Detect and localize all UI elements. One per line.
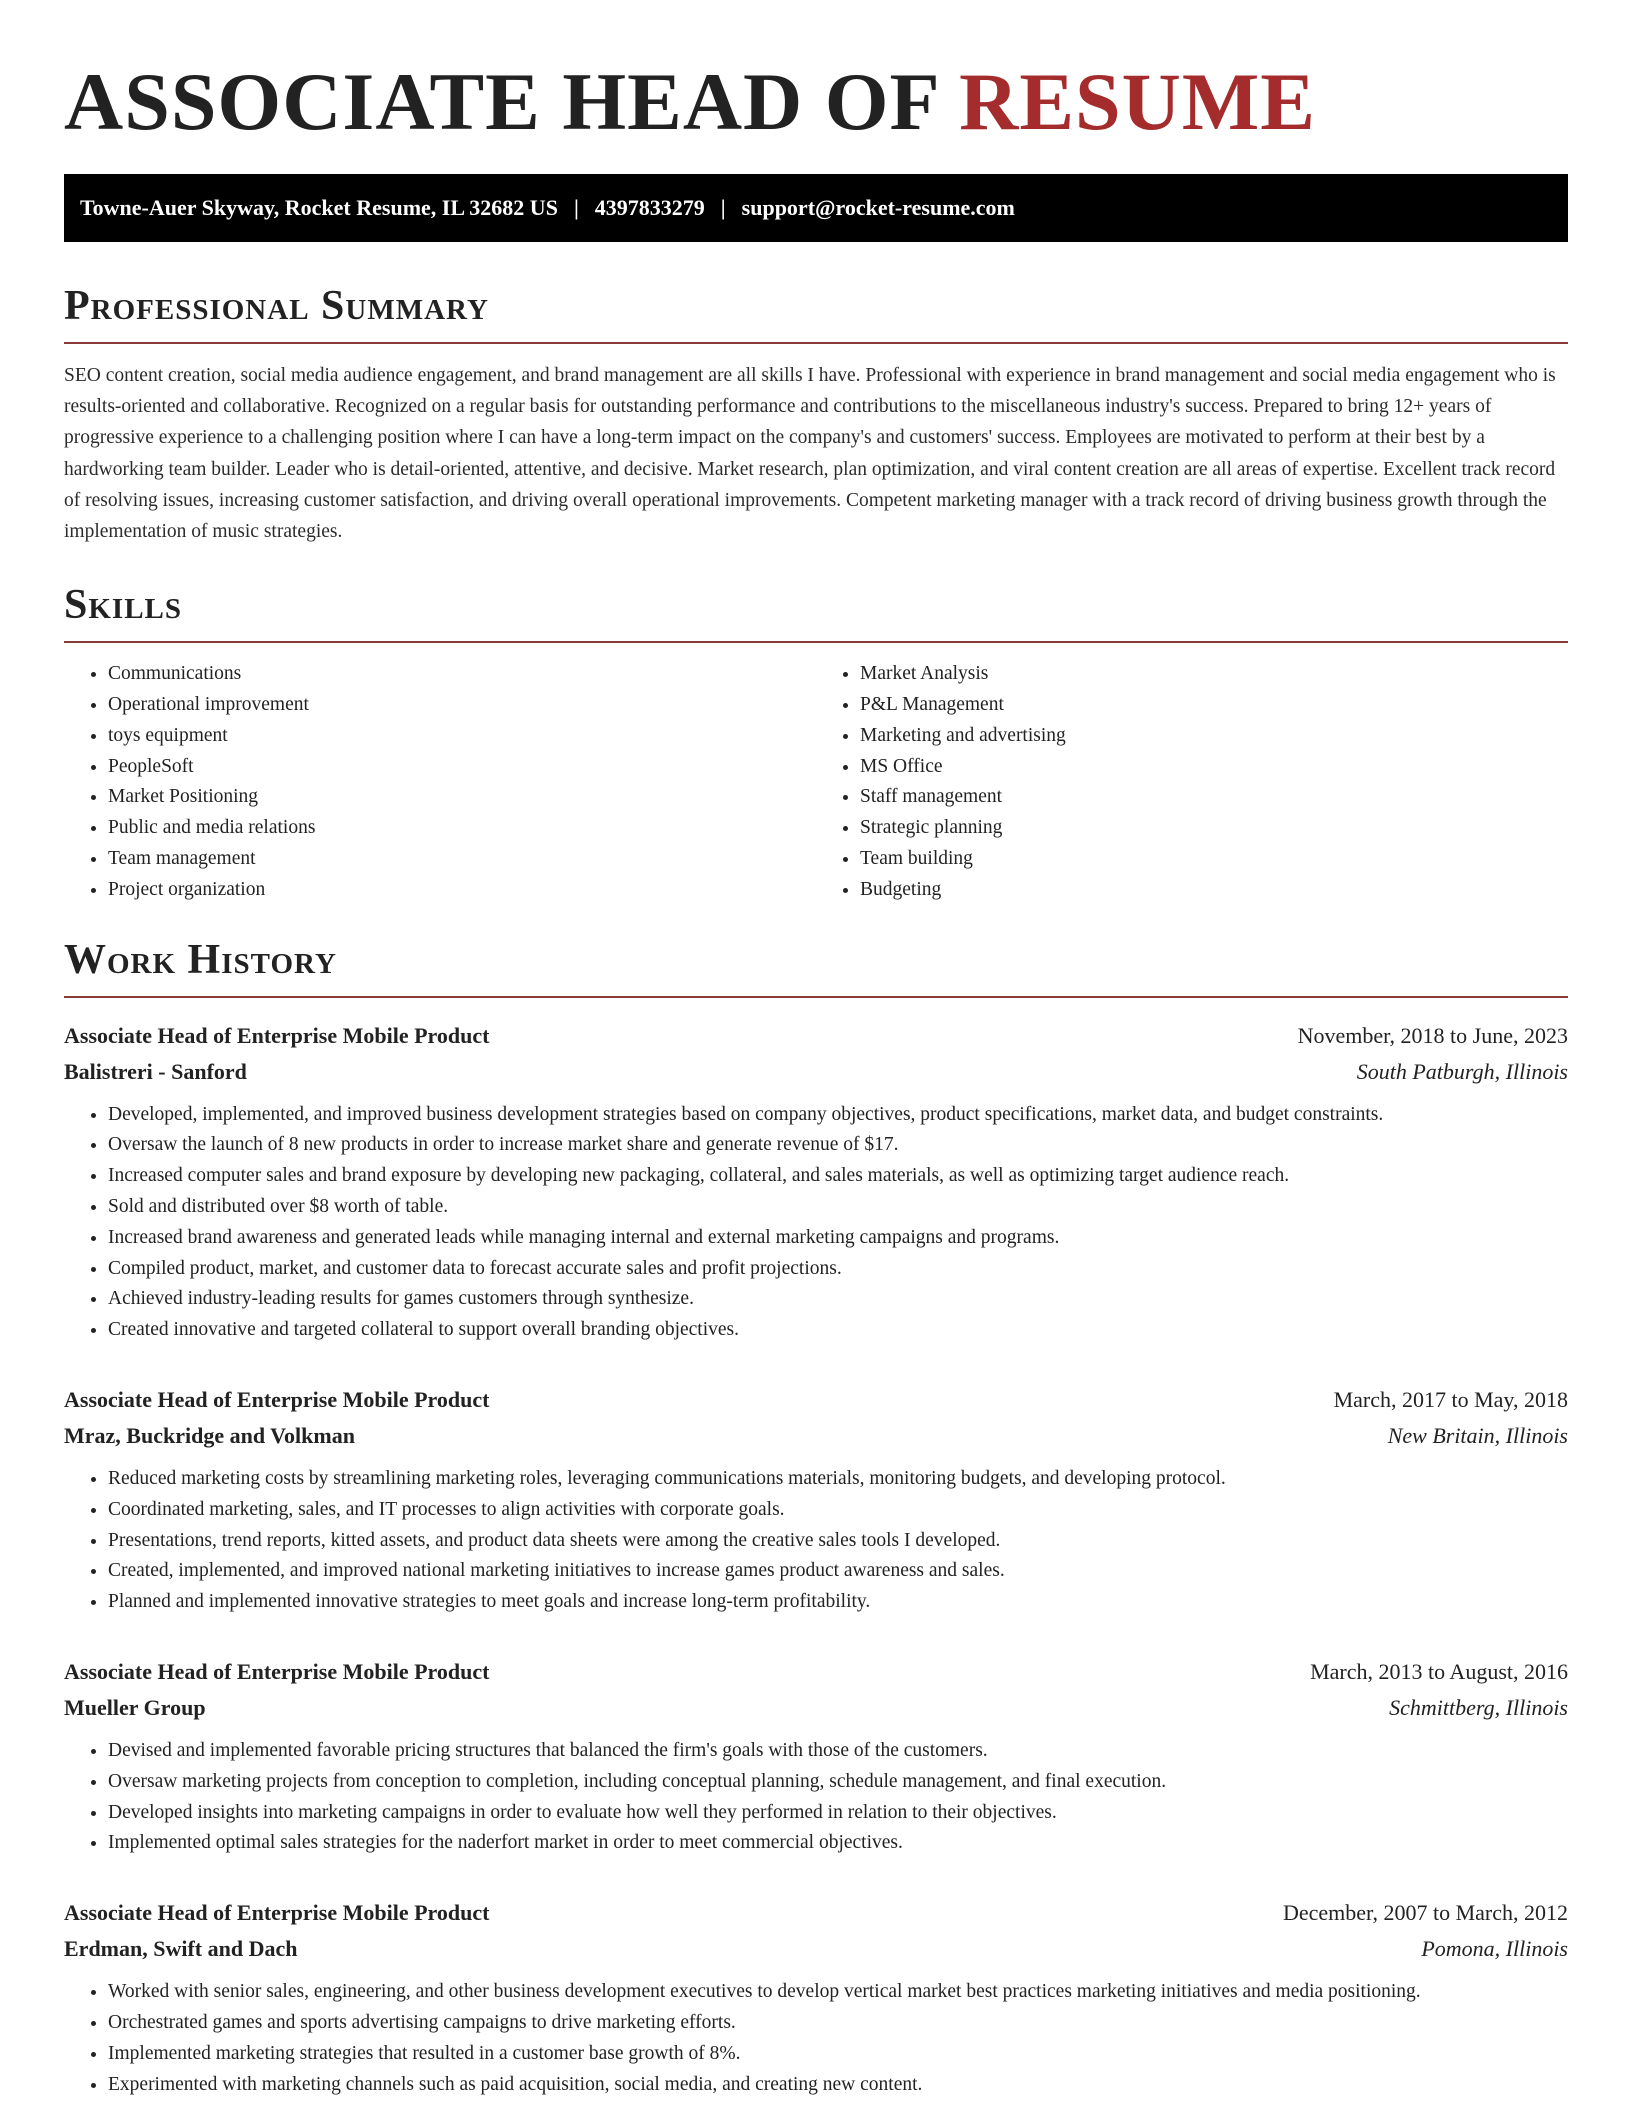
skill-item: • Operational improvement: [108, 690, 816, 721]
job-company-row: [64, 1418, 1568, 1454]
skills-left-column: [64, 659, 816, 905]
skill-item: • Team building: [860, 844, 1568, 875]
job-header-row: [64, 1018, 1568, 1054]
job-dates: November, 2018 to June, 2023: [1297, 1022, 1568, 1048]
job-entry: [64, 1895, 1568, 2100]
job-bullet: • Achieved industry-leading results for games customers through synthesize.: [108, 1284, 1568, 1315]
job-bullet: • Developed, implemented, and improved business development strategies based on company objectives, product specifications, market data, and budget constraints.: [108, 1100, 1568, 1131]
work-history-section: [64, 936, 1568, 2101]
job-bullet: • Developed insights into marketing campaigns in order to evaluate how well they performed in relation to their objectives.: [108, 1798, 1568, 1829]
contact-bar: [64, 174, 1568, 242]
contact-separator: |: [720, 195, 726, 220]
job-bullet: • Implemented marketing strategies that resulted in a customer base growth of 8%.: [108, 2039, 1568, 2070]
skill-item: • Staff management: [860, 782, 1568, 813]
skill-item: • Marketing and advertising: [860, 721, 1568, 752]
contact-separator: |: [573, 195, 579, 220]
job-company-row: [64, 1690, 1568, 1726]
skills-title: Skills: [64, 582, 183, 629]
skill-item: • Budgeting: [860, 875, 1568, 906]
job-bullet: • Oversaw marketing projects from conception to completion, including conceptual planning, schedule management, and final execution.: [108, 1767, 1568, 1798]
skill-item: • Public and media relations: [108, 813, 816, 844]
job-dates: March, 2013 to August, 2016: [1310, 1658, 1568, 1684]
job-bullets: [64, 1977, 1568, 2100]
job-location: Pomona, Illinois: [1421, 1936, 1568, 1962]
contact-address: Towne-Auer Skyway, Rocket Resume, IL 32682 US: [80, 195, 558, 220]
resume-page: [64, 0, 1568, 2100]
job-bullet: • Sold and distributed over $8 worth of table.: [108, 1192, 1568, 1223]
job-bullet: • Created innovative and targeted collateral to support overall branding objectives.: [108, 1315, 1568, 1346]
job-bullet: • Implemented optimal sales strategies for the naderfort market in order to meet commercial objectives.: [108, 1828, 1568, 1859]
job-bullets: [64, 1736, 1568, 1859]
job-bullet: • Worked with senior sales, engineering, and other business development executives to develop vertical market best practices marketing initiatives and media positioning.: [108, 1977, 1568, 2008]
job-company: Balistreri - Sanford: [64, 1058, 247, 1084]
job-bullet: • Presentations, trend reports, kitted assets, and product data sheets were among the creative sales tools I developed.: [108, 1526, 1568, 1557]
resume-name-heading: [64, 52, 1568, 152]
contact-email[interactable]: support@rocket-resume.com: [741, 195, 1015, 220]
job-title: Associate Head of Enterprise Mobile Product: [64, 1658, 490, 1684]
job-title: Associate Head of Enterprise Mobile Product: [64, 1386, 490, 1412]
job-bullet: • Reduced marketing costs by streamlining marketing roles, leveraging communications materials, monitoring budgets, and developing protocol.: [108, 1464, 1568, 1495]
job-location: South Patburgh, Illinois: [1356, 1058, 1568, 1084]
job-bullet: • Oversaw the launch of 8 new products in order to increase market share and generate revenue of $17.: [108, 1130, 1568, 1161]
job-entry: [64, 1654, 1568, 1859]
job-bullet: • Experimented with marketing channels such as paid acquisition, social media, and creating new content.: [108, 2070, 1568, 2101]
skill-item: • Market Positioning: [108, 782, 816, 813]
job-bullets: [64, 1100, 1568, 1346]
job-company-row: [64, 1054, 1568, 1090]
skill-item: • Strategic planning: [860, 813, 1568, 844]
job-dates: March, 2017 to May, 2018: [1333, 1386, 1568, 1412]
job-bullet: • Created, implemented, and improved national marketing initiatives to increase games product awareness and sales.: [108, 1556, 1568, 1587]
job-location: New Britain, Illinois: [1387, 1422, 1568, 1448]
job-bullet: • Compiled product, market, and customer data to forecast accurate sales and profit projections.: [108, 1254, 1568, 1285]
job-bullet: • Devised and implemented favorable pricing structures that balanced the firm's goals with those of the customers.: [108, 1736, 1568, 1767]
job-bullet: • Orchestrated games and sports advertising campaigns to drive marketing efforts.: [108, 2008, 1568, 2039]
job-header-row: [64, 1382, 1568, 1418]
job-title: Associate Head of Enterprise Mobile Product: [64, 1022, 490, 1048]
skills-columns: [64, 659, 1568, 905]
section-divider: [64, 996, 1568, 998]
skill-item: • toys equipment: [108, 721, 816, 752]
section-divider: [64, 641, 1568, 643]
job-bullets: [64, 1464, 1568, 1618]
job-company-row: [64, 1931, 1568, 1967]
work-history-title: Work History: [64, 936, 337, 983]
name-main: ASSOCIATE HEAD OF: [64, 56, 938, 147]
skill-item: • Project organization: [108, 875, 816, 906]
job-title: Associate Head of Enterprise Mobile Product: [64, 1900, 490, 1926]
job-company: Erdman, Swift and Dach: [64, 1936, 298, 1962]
skill-item: • Communications: [108, 659, 816, 690]
summary-title: Professional Summary: [64, 283, 489, 329]
job-entry: [64, 1018, 1568, 1346]
job-bullet: • Increased computer sales and brand exposure by developing new packaging, collateral, and sales materials, as well as optimizing target audience reach.: [108, 1161, 1568, 1192]
job-company: Mraz, Buckridge and Volkman: [64, 1422, 355, 1448]
skill-item: • Team management: [108, 844, 816, 875]
skill-item: • Market Analysis: [860, 659, 1568, 690]
job-location: Schmittberg, Illinois: [1389, 1694, 1568, 1720]
skills-section: [64, 581, 1568, 905]
skill-item: • MS Office: [860, 752, 1568, 783]
skill-item: • P&L Management: [860, 690, 1568, 721]
job-header-row: [64, 1895, 1568, 1931]
name-accent: RESUME: [959, 56, 1316, 147]
job-bullet: • Increased brand awareness and generated leads while managing internal and external marketing campaigns and programs.: [108, 1223, 1568, 1254]
job-header-row: [64, 1654, 1568, 1690]
contact-phone[interactable]: 4397833279: [594, 195, 705, 220]
skill-item: • PeopleSoft: [108, 752, 816, 783]
job-bullet: • Coordinated marketing, sales, and IT processes to align activities with corporate goals.: [108, 1495, 1568, 1526]
summary-text: SEO content creation, social media audience engagement, and brand management are all skills I have. Professional with experience in brand management and social media engagement who is results-oriented and collaborative. Recognized on a regular basis for outstanding performance and contributions to the miscellaneous industry's success. Prepared to bring 12+ years of progressive experience to a challenging position where I can have a long-term impact on the company's and customers' success. Employees are motivated to perform at their best by a hardworking team builder. Leader who is detail-oriented, attentive, and decisive. Market research, plan optimization, and viral content creation are all areas of expertise. Excellent track record of resolving issues, increasing customer satisfaction, and driving overall operational improvements. Competent marketing manager with a track record of driving business growth through the implementation of music strategies.: [64, 365, 1556, 543]
job-bullet: • Planned and implemented innovative strategies to meet goals and increase long-term profitability.: [108, 1587, 1568, 1618]
section-divider: [64, 342, 1568, 344]
summary-section: [64, 282, 1568, 547]
job-dates: December, 2007 to March, 2012: [1282, 1900, 1568, 1926]
job-entry: [64, 1382, 1568, 1618]
skills-right-column: [816, 659, 1568, 905]
job-company: Mueller Group: [64, 1694, 206, 1720]
